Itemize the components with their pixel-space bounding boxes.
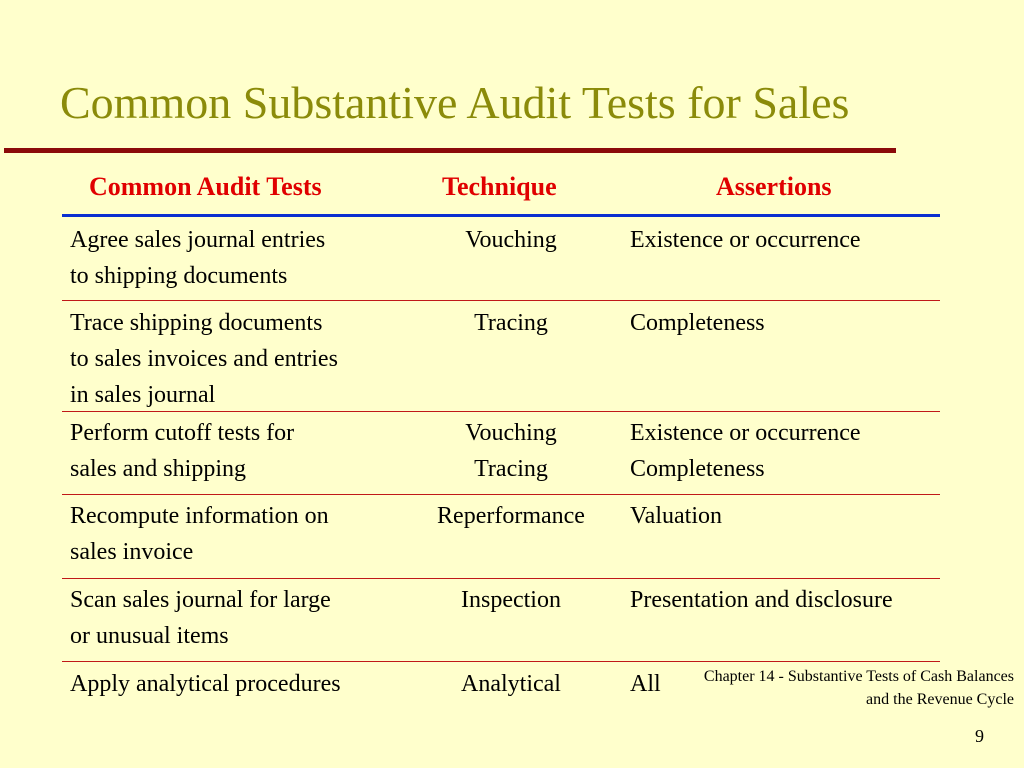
- row-6-technique: Analytical: [461, 671, 561, 697]
- row-3-assertion: Existence or occurrence Completeness: [630, 420, 861, 482]
- row-5-technique: Inspection: [461, 587, 561, 613]
- header-common-audit-tests: Common Audit Tests: [89, 172, 322, 201]
- slide-footer: [614, 665, 1014, 711]
- footer-chapter-subtitle: and the Revenue Cycle: [866, 691, 1014, 708]
- row-3-test: Perform cutoff tests for sales and shipping: [70, 420, 295, 482]
- row-4-assertion: Valuation: [630, 503, 722, 529]
- header-technique: Technique: [442, 172, 557, 201]
- row-2-assertion: Completeness: [630, 310, 765, 336]
- page-number: 9: [975, 726, 984, 746]
- row-divider: [62, 494, 940, 495]
- row-4-technique: Reperformance: [437, 503, 585, 529]
- row-4-test: Recompute information on sales invoice: [70, 503, 329, 565]
- slide-title: Common Substantive Audit Tests for Sales: [60, 77, 850, 128]
- row-5-assertion: Presentation and disclosure: [630, 587, 893, 613]
- row-6-test: Apply analytical procedures: [70, 671, 341, 697]
- row-divider: [62, 578, 940, 579]
- footer-chapter-title: Chapter 14 - Substantive Tests of Cash Balances: [703, 668, 1014, 685]
- row-2-test: Trace shipping documents to sales invoices and entries in sales journal: [70, 310, 338, 408]
- row-1-technique: Vouching: [465, 227, 557, 253]
- row-3-technique: Vouching Tracing: [465, 420, 557, 482]
- row-divider: [62, 661, 940, 662]
- row-divider: [62, 411, 940, 412]
- row-6-assertion: All: [630, 671, 661, 697]
- row-5-test: Scan sales journal for large or unusual items: [70, 587, 331, 649]
- row-divider: [62, 300, 940, 301]
- row-2-technique: Tracing: [474, 310, 548, 336]
- header-divider: [62, 214, 940, 217]
- header-assertions: Assertions: [716, 172, 832, 201]
- row-1-assertion: Existence or occurrence: [630, 227, 861, 253]
- title-divider: [4, 148, 896, 153]
- row-1-test: Agree sales journal entries to shipping documents: [70, 227, 326, 289]
